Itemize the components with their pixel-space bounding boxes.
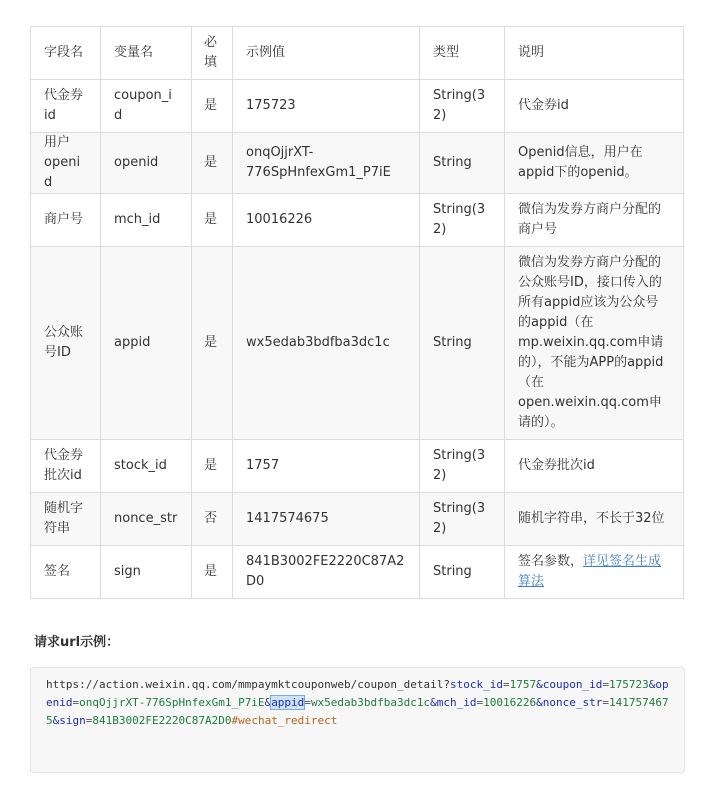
code-url-base: https://action.weixin.qq.com/mmpaymktcouponweb/coupon_detail? xyxy=(46,678,450,691)
cell-example: 10016226 xyxy=(233,194,420,247)
cell-type: String xyxy=(420,546,505,599)
cell-type: String xyxy=(420,133,505,194)
cell-field-name: 用户openid xyxy=(31,133,101,194)
cell-example: 175723 xyxy=(233,80,420,133)
cell-type: String xyxy=(420,247,505,440)
cell-var-name: openid xyxy=(101,133,192,194)
code-amp: & xyxy=(648,678,656,691)
cell-desc: 代金券id xyxy=(505,80,684,133)
cell-example: 841B3002FE2220C87A2D0 xyxy=(233,546,420,599)
code-equals: = xyxy=(304,696,311,709)
cell-desc xyxy=(505,546,684,599)
code-param-key: sign xyxy=(59,714,86,727)
code-equals: = xyxy=(602,678,609,691)
code-param-value: wx5edab3bdfba3dc1c xyxy=(310,696,431,709)
table-row xyxy=(31,546,684,599)
sign-algorithm-link[interactable]: 详见签名生成算法 xyxy=(518,554,662,589)
code-param-value: 1757 xyxy=(509,678,537,691)
cell-required: 否 xyxy=(192,493,233,546)
code-param-key: coupon_id xyxy=(542,678,603,691)
header-example: 示例值 xyxy=(233,27,420,80)
cell-required: 是 xyxy=(192,546,233,599)
cell-required: 是 xyxy=(192,194,233,247)
cell-desc: 微信为发券方商户分配的商户号 xyxy=(505,194,684,247)
code-fragment: #wechat_redirect xyxy=(231,714,338,727)
table-header-row xyxy=(31,27,684,80)
header-var-name: 变量名 xyxy=(101,27,192,80)
code-param-key: nonce_str xyxy=(542,696,603,709)
cell-example: wx5edab3bdfba3dc1c xyxy=(233,247,420,440)
header-field-name: 字段名 xyxy=(31,27,101,80)
cell-field-name: 随机字符串 xyxy=(31,493,101,546)
cell-var-name: nonce_str xyxy=(101,493,192,546)
code-amp: & xyxy=(536,696,543,709)
cell-var-name: stock_id xyxy=(101,440,192,493)
table-row xyxy=(31,493,684,546)
code-equals: = xyxy=(85,714,93,727)
cell-desc: Openid信息，用户在appid下的openid。 xyxy=(505,133,684,194)
code-param-value: 1417574675 xyxy=(46,696,669,727)
code-param-value: 175723 xyxy=(608,678,649,691)
code-amp: & xyxy=(536,678,543,691)
cell-field-name: 代金券批次id xyxy=(31,440,101,493)
code-param-value: 841B3002FE2220C87A2D0 xyxy=(92,714,232,727)
params-table xyxy=(30,26,684,599)
cell-desc: 代金券批次id xyxy=(505,440,684,493)
cell-var-name: appid xyxy=(101,247,192,440)
code-param-value: onqOjjrXT-776SpHnfexGm1_P7iE xyxy=(79,696,265,709)
table-row xyxy=(31,133,684,194)
code-amp: & xyxy=(52,714,60,727)
cell-required: 是 xyxy=(192,80,233,133)
code-param-value: 10016226 xyxy=(483,696,537,709)
code-equals: = xyxy=(72,696,80,709)
cell-desc: 微信为发券方商户分配的公众账号ID，接口传入的所有appid应该为公众号的appid（在mp.weixin.qq.com申请的），不能为APP的appid（在open.weixin.qq.com申请的）。 xyxy=(505,247,684,440)
sign-desc-text: 签名参数， xyxy=(518,554,584,569)
cell-field-name: 代金券id xyxy=(31,80,101,133)
cell-type: String(32) xyxy=(420,440,505,493)
cell-type: String(32) xyxy=(420,194,505,247)
cell-desc: 随机字符串，不长于32位 xyxy=(505,493,684,546)
code-amp: & xyxy=(430,696,437,709)
cell-var-name: sign xyxy=(101,546,192,599)
header-type: 类型 xyxy=(420,27,505,80)
cell-field-name: 签名 xyxy=(31,546,101,599)
cell-example: onqOjjrXT-776SpHnfexGm1_P7iE xyxy=(233,133,420,194)
table-row xyxy=(31,194,684,247)
cell-type: String(32) xyxy=(420,80,505,133)
code-param-key: openid xyxy=(46,678,669,709)
header-desc: 说明 xyxy=(505,27,684,80)
code-param-key: mch_id xyxy=(436,696,477,709)
cell-required: 是 xyxy=(192,247,233,440)
code-equals: = xyxy=(502,678,510,691)
cell-field-name: 商户号 xyxy=(31,194,101,247)
cell-field-name: 公众账号ID xyxy=(31,247,101,440)
cell-var-name: mch_id xyxy=(101,194,192,247)
code-equals: = xyxy=(602,696,609,709)
cell-example: 1417574675 xyxy=(233,493,420,546)
code-block[interactable] xyxy=(30,667,685,773)
cell-required: 是 xyxy=(192,133,233,194)
table-row xyxy=(31,247,684,440)
cell-var-name: coupon_id xyxy=(101,80,192,133)
table-row xyxy=(31,440,684,493)
cell-example: 1757 xyxy=(233,440,420,493)
cell-required: 是 xyxy=(192,440,233,493)
header-required: 必填 xyxy=(192,27,233,80)
code-param-key: appid xyxy=(271,696,305,709)
table-row xyxy=(31,80,684,133)
section-label: 请求url示例： xyxy=(34,635,120,650)
code-param-key: stock_id xyxy=(449,678,503,691)
code-equals: = xyxy=(476,696,484,709)
code-amp: & xyxy=(264,696,272,709)
cell-type: String(32) xyxy=(420,493,505,546)
